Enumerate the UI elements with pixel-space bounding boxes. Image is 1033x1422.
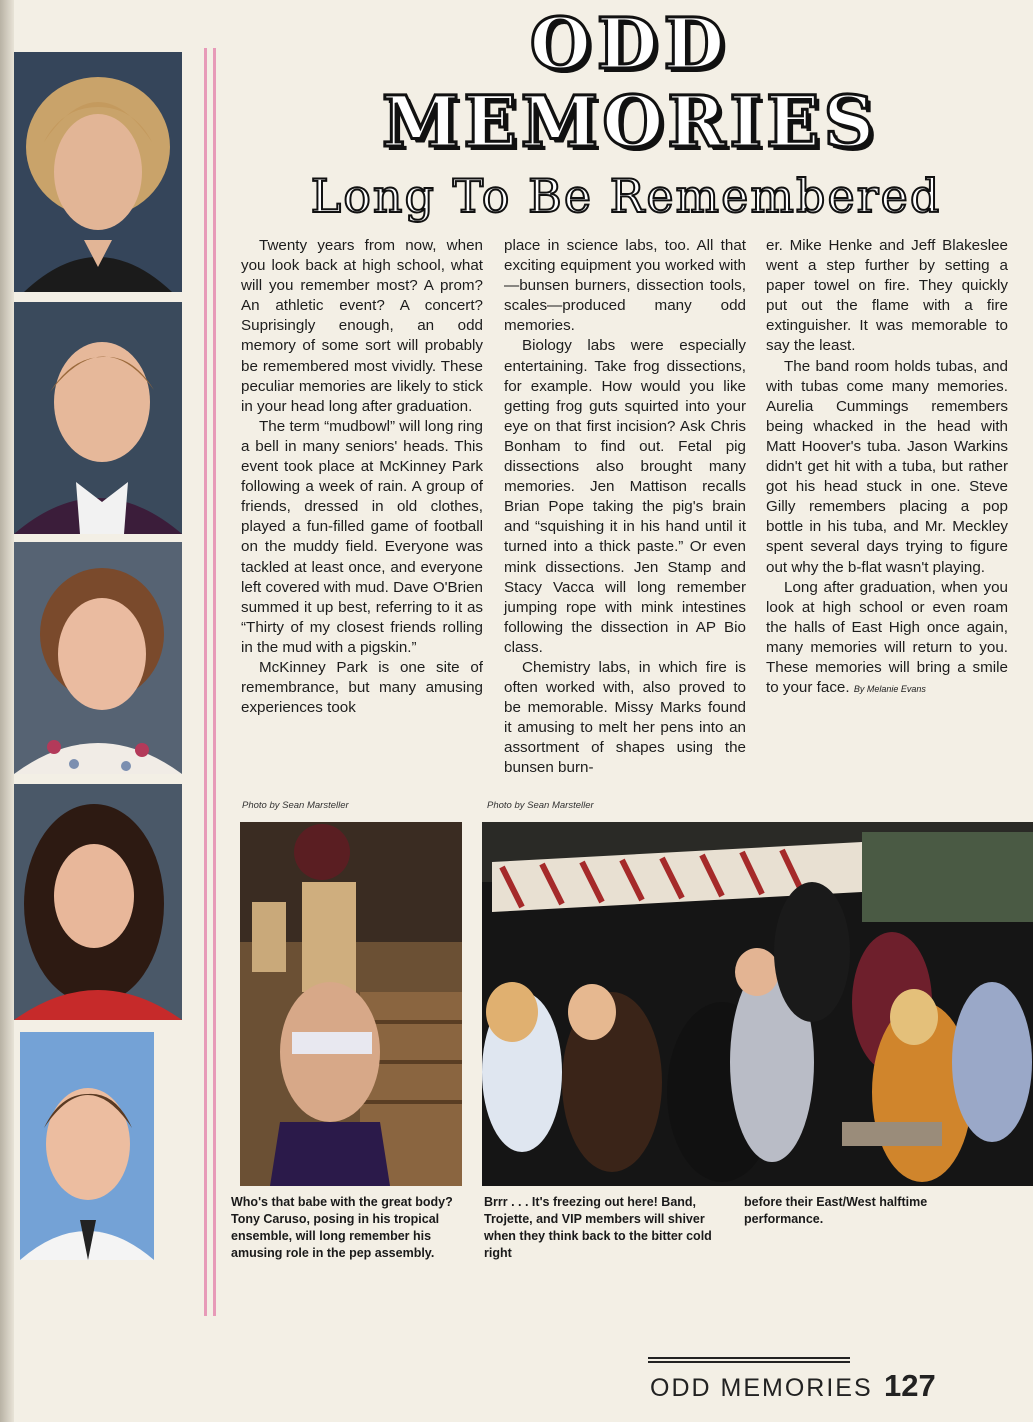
article-paragraph: The term “mudbowl” will long ring a bell in many seniors' heads. This event took place at McKinney Park following a week of rain. A group of friends, dressed in old clothes, played a fun-filled game of football on the muddy field. Everyone was tackled at least once, and everyone left covered with mud. Dave O'Brien summed it up best, referring to it as “Thirty of my closest friends rolling in the mud with a pigskin.” (241, 417, 483, 656)
page-gutter (0, 0, 14, 1422)
portrait-photo-4 (14, 784, 182, 1020)
footer-double-rule (648, 1357, 850, 1363)
article-paragraph: Biology labs were especially entertaining. Take frog dissections, for example. How would you like getting frog guts squirted into your eye on that first incision? Ask Chris Bonham to find out. Fetal pig dissections also brought many memories. Jen Mattison recalls Brian Pope taking the pig's brain and “squishing it in his hand until it turned into a thick paste.” Or even mink dissections. Jen Stamp and Stacy Vacca will long remember jumping rope with mink intestines following the dissection in AP Bio class. (504, 337, 746, 656)
pep-assembly-caption: Who's that babe with the great body? Tony Caruso, posing in his tropical ensemble, will long remember his amusing role in the pep assembly. (231, 1195, 453, 1260)
article-column-2 (504, 236, 746, 779)
photo-credit-left: Photo by Sean Marsteller (242, 800, 349, 811)
article-column-3 (766, 236, 1008, 699)
article-paragraph: McKinney Park is one site of remembrance, but many amusing experiences took (241, 658, 483, 717)
article-paragraph-text: Long after graduation, when you look at high school or even roam the halls of East High once again, many memories will return to you. These memories will bring a smile to your face. (766, 578, 1008, 697)
portrait-photo-1 (14, 52, 182, 292)
article-paragraph: The band room holds tubas, and with tubas come many memories. Aurelia Cummings remembers being whacked in the head with Matt Hoover's tuba. Jason Warkins didn't get hit with a tuba, but rather got his head stuck in one. Steve Gilly remembers placing a pop bottle in his tuba, and Mr. Meckley spent several days trying to figure out why the b-flat wasn't playing. (766, 357, 1008, 576)
article-paragraph: er. Mike Henke and Jeff Blakeslee went a step further by setting a paper towel on fire. They quickly put out the flame with a fire extinguisher. It was memorable to say the least. (766, 237, 1008, 355)
page-number: 127 (884, 1368, 936, 1403)
article-paragraph: Chemistry labs, in which fire is often worked with, also proved to be memorable. Missy Marks found it amusing to melt her pens into an assortment of shapes using the bunsen burn- (504, 658, 746, 777)
portrait-photo-3 (14, 542, 182, 774)
pep-assembly-photo (240, 822, 462, 1186)
page-title-line1: ODD (529, 2, 731, 85)
portrait-photo-2 (14, 302, 182, 534)
portrait-photo-5 (20, 1032, 154, 1260)
page-subtitle: Long To Be Remembered (310, 169, 942, 223)
footer-section-label: ODD MEMORIES (650, 1374, 873, 1402)
article-paragraph (766, 578, 1008, 700)
article-paragraph: place in science labs, too. All that exciting equipment you worked with—bunsen burners, dissection tools, scales—produced many odd memories. (504, 237, 746, 335)
pink-divider-rule (204, 48, 216, 1316)
photo-credit-right: Photo by Sean Marsteller (487, 800, 594, 811)
author-byline: By Melanie Evans (853, 684, 926, 695)
halftime-caption-part2: before their East/West halftime performance. (744, 1195, 928, 1226)
halftime-caption-part1: Brrr . . . It's freezing out here! Band, Trojette, and VIP members will shiver when they think back to the bitter cold right (484, 1195, 712, 1260)
article-paragraph: Twenty years from now, when you look back at high school, what will you remember most? A prom? An athletic event? A concert? Suprisingly enough, an odd memory of some sort will probably be remembered most vividly. These peculiar memories are likely to stick in your head long after graduation. (241, 237, 483, 415)
article-column-1 (241, 236, 483, 718)
halftime-crowd-photo (482, 822, 1033, 1186)
page-title-line2: MEMORIES (381, 80, 879, 163)
